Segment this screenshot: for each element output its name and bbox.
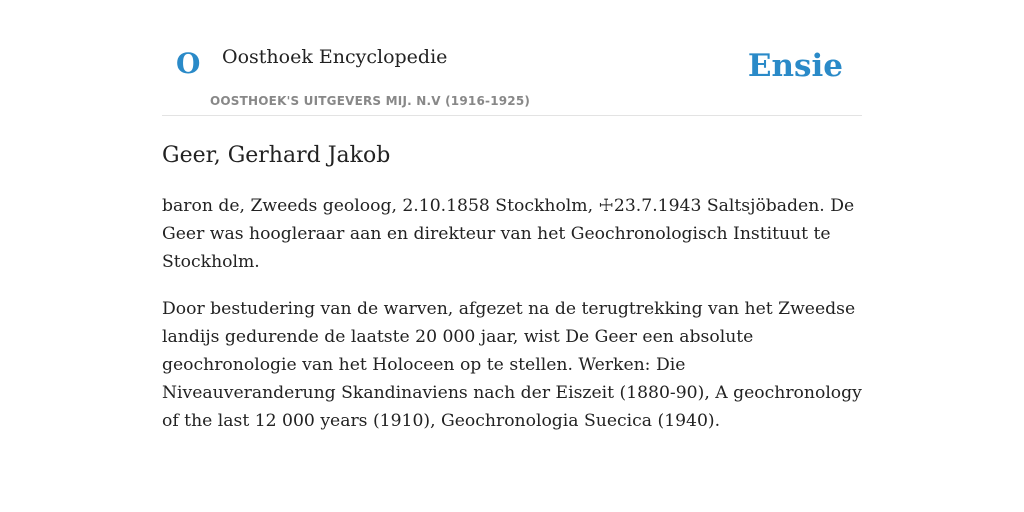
entry-paragraph: baron de, Zweeds geoloog, 2.10.1858 Stockholm, ☩23.7.1943 Saltsjöbaden. De Geer was hoogleraar aan en direkteur van het Geochronologisch Instituut te Stockholm. [162,195,855,272]
ensie-brand-link[interactable]: Ensie [747,48,843,84]
publisher-subtitle: OOSTHOEK'S UITGEVERS MIJ. N.V (1916-1925) [210,94,531,108]
page [162,0,862,512]
entry-title: Geer, Gerhard Jakob [162,143,391,168]
entry-body [162,192,862,435]
site-header [162,0,862,116]
site-logo[interactable]: O [176,47,201,80]
site-title-link[interactable]: Oosthoek Encyclopedie [222,46,448,68]
entry-paragraph: Door bestudering van de warven, afgezet na de terugtrekking van het Zweedse landijs gedurende de laatste 20 000 jaar, wist De Geer een absolute geochronologie van het Holoceen op te stellen. Werken: Die Niveauveranderung Skandinaviens nach der Eiszeit (1880-90), A geochronology of the last 12 000 years (1910), Geochronologia Suecica (1940). [162,298,862,431]
